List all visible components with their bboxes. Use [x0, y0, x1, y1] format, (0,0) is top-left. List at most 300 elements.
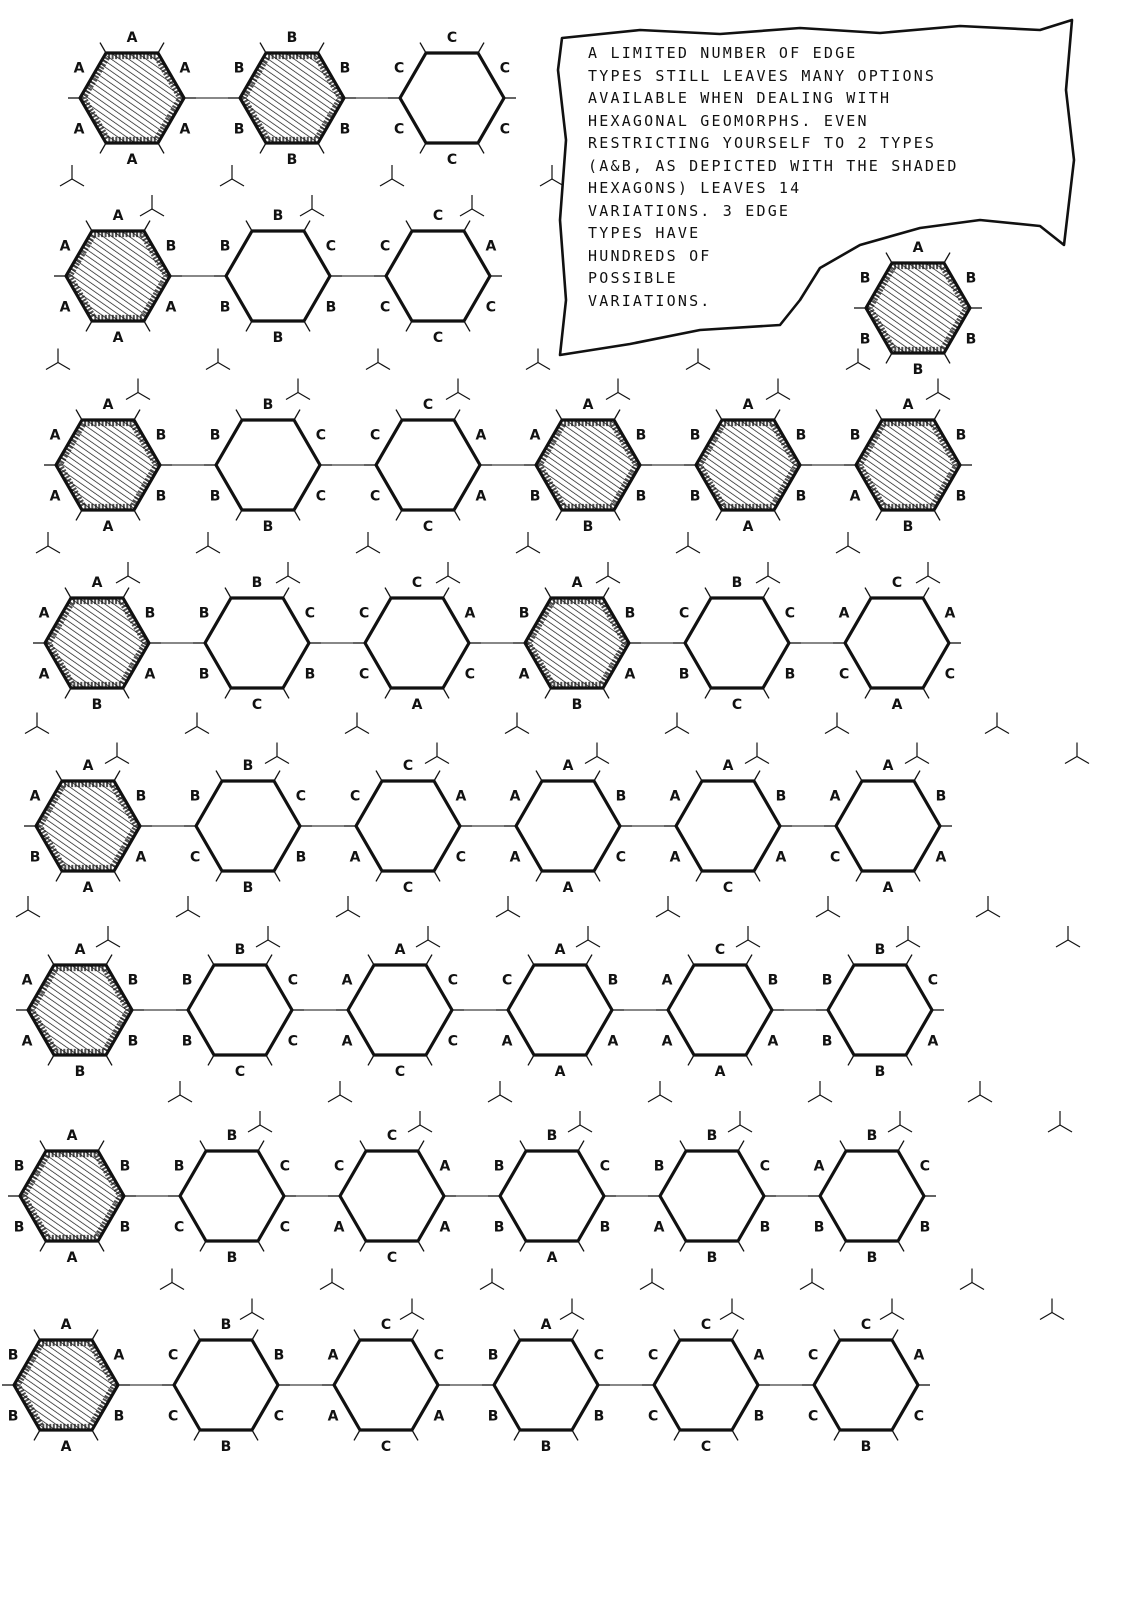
- hex-fill: [508, 965, 612, 1055]
- edge-label: B: [242, 880, 254, 896]
- junction-stroke: [298, 393, 310, 400]
- vertex-stub: [65, 688, 71, 698]
- junction-stroke: [1056, 940, 1068, 947]
- vertex-stub: [680, 1141, 686, 1151]
- vertex-stub: [754, 871, 760, 881]
- hex-tile: [664, 758, 792, 896]
- vertex-stub: [892, 1330, 898, 1340]
- hex-hatching: [66, 231, 170, 321]
- vertex-stub: [208, 955, 214, 965]
- vertex-stub: [536, 771, 542, 781]
- junction-stroke: [336, 910, 348, 917]
- edge-label: B: [493, 1219, 505, 1236]
- edge-label: A: [742, 397, 754, 413]
- junction-stroke: [126, 393, 138, 400]
- vertex-stub: [385, 688, 391, 698]
- edge-label: B: [127, 1033, 139, 1050]
- hex-tile: [322, 1317, 450, 1455]
- edge-label: A: [554, 942, 566, 958]
- grid-junction: [345, 713, 369, 734]
- hex-tile: [44, 397, 172, 535]
- edge-label: B: [540, 1439, 552, 1455]
- junction-stroke: [597, 757, 609, 764]
- note-line: AVAILABLE WHEN DEALING WITH: [588, 89, 892, 107]
- vertex-stub: [260, 143, 266, 153]
- edge-label: A: [669, 849, 681, 866]
- junction-stroke: [540, 179, 552, 186]
- vertex-stub: [274, 771, 280, 781]
- vertex-stub: [856, 871, 862, 881]
- hex-tile: [214, 208, 342, 346]
- grid-junction: [540, 165, 564, 186]
- hex-tile: [204, 397, 332, 535]
- grid-junction: [745, 743, 769, 764]
- vertex-stub: [545, 588, 551, 598]
- vertex-stub: [934, 510, 940, 520]
- edge-label: B: [242, 758, 254, 774]
- edge-label: C: [455, 849, 467, 866]
- edge-label: B: [493, 1158, 505, 1175]
- junction-stroke: [260, 1125, 272, 1132]
- edge-label: A: [501, 1033, 513, 1050]
- hex-hatching: [696, 420, 800, 510]
- edge-label: B: [955, 427, 967, 444]
- edge-label: C: [446, 30, 458, 46]
- grid-junction: [488, 1081, 512, 1102]
- vertex-stub: [556, 510, 562, 520]
- edge-label: A: [661, 972, 673, 989]
- edge-label: B: [919, 1219, 931, 1236]
- grid-junction: [648, 1081, 672, 1102]
- junction-stroke: [240, 1313, 252, 1320]
- grid-junction: [300, 195, 324, 216]
- edge-label: B: [251, 575, 263, 591]
- edge-label: B: [262, 519, 274, 535]
- grid-junction: [916, 562, 940, 583]
- vertex-stub: [40, 1241, 46, 1251]
- grid-junction: [36, 532, 60, 553]
- vertex-stub: [732, 1330, 738, 1340]
- hex-fill: [188, 965, 292, 1055]
- grid-junction: [686, 349, 710, 370]
- junction-stroke: [728, 1125, 740, 1132]
- vertex-stub: [876, 410, 882, 420]
- junction-stroke: [698, 363, 710, 370]
- grid-junction: [896, 926, 920, 947]
- vertex-stub: [106, 955, 112, 965]
- vertex-stub: [86, 221, 92, 231]
- vertex-stub: [746, 955, 752, 965]
- edge-label: A: [327, 1347, 339, 1364]
- edge-label: B: [286, 30, 298, 46]
- grid-junction: [446, 379, 470, 400]
- grid-junction: [256, 926, 280, 947]
- hex-fill: [836, 781, 940, 871]
- junction-stroke: [812, 1283, 824, 1290]
- grid-junction: [596, 562, 620, 583]
- vertex-stub: [603, 688, 609, 698]
- edge-label: C: [499, 121, 511, 138]
- hex-hatching: [856, 420, 960, 510]
- edge-label: B: [866, 1250, 878, 1266]
- vertex-stub: [434, 871, 440, 881]
- vertex-stub: [318, 43, 324, 53]
- junction-stroke: [140, 209, 152, 216]
- vertex-stub: [225, 688, 231, 698]
- edge-label: A: [91, 575, 103, 591]
- edge-label: C: [402, 880, 414, 896]
- edge-label: B: [113, 1408, 125, 1425]
- grid-junction: [46, 349, 70, 370]
- grid-junction: [985, 713, 1009, 734]
- junction-stroke: [345, 727, 357, 734]
- vertex-stub: [216, 871, 222, 881]
- edge-label: C: [394, 1064, 406, 1080]
- edge-label: A: [394, 942, 406, 958]
- hex-tile: [513, 575, 641, 713]
- grid-junction: [16, 896, 40, 917]
- vertex-stub: [294, 410, 300, 420]
- vertex-stub: [106, 1055, 112, 1065]
- grid-junction: [1048, 1111, 1072, 1132]
- junction-stroke: [218, 363, 230, 370]
- edge-label: C: [380, 1317, 392, 1333]
- note-text: [588, 42, 1058, 312]
- grid-junction: [408, 1111, 432, 1132]
- vertex-stub: [98, 1141, 104, 1151]
- edge-label: B: [821, 1033, 833, 1050]
- hex-hatching: [20, 1151, 124, 1241]
- vertex-stub: [426, 1055, 432, 1065]
- edge-label: B: [339, 60, 351, 77]
- vertex-stub: [545, 688, 551, 698]
- edge-label: B: [286, 152, 298, 168]
- hex-tile: [656, 942, 784, 1080]
- grid-junction: [1056, 926, 1080, 947]
- junction-stroke: [572, 1313, 584, 1320]
- junction-stroke: [488, 1095, 500, 1102]
- junction-stroke: [208, 546, 220, 553]
- hex-tile: [168, 1128, 296, 1266]
- hex-fill: [348, 965, 452, 1055]
- junction-stroke: [916, 576, 928, 583]
- edge-label: B: [219, 238, 231, 255]
- vertex-stub: [478, 143, 484, 153]
- edge-label: B: [767, 972, 779, 989]
- junction-stroke: [105, 757, 117, 764]
- vertex-stub: [396, 510, 402, 520]
- edge-label: B: [859, 331, 871, 348]
- note-line: VARIATIONS. 3 EDGE: [588, 201, 791, 220]
- edge-label: C: [393, 60, 405, 77]
- junction-stroke: [428, 940, 440, 947]
- edge-label: B: [689, 427, 701, 444]
- junction-stroke: [778, 393, 790, 400]
- vertex-stub: [76, 510, 82, 520]
- grid-junction: [460, 195, 484, 216]
- edge-label: A: [891, 697, 903, 713]
- junction-stroke: [560, 1313, 572, 1320]
- vertex-stub: [48, 1055, 54, 1065]
- edge-label: A: [882, 758, 894, 774]
- edge-label: C: [287, 1033, 299, 1050]
- hex-tile: [353, 575, 481, 713]
- vertex-stub: [354, 1430, 360, 1440]
- junction-stroke: [972, 1283, 984, 1290]
- junction-stroke: [108, 940, 120, 947]
- edge-label: B: [7, 1408, 19, 1425]
- grid-junction: [276, 562, 300, 583]
- vertex-stub: [848, 955, 854, 965]
- vertex-stub: [454, 410, 460, 420]
- edge-label: C: [860, 1317, 872, 1333]
- junction-stroke: [256, 940, 268, 947]
- vertex-stub: [614, 510, 620, 520]
- edge-label: A: [126, 30, 138, 46]
- grid-junction: [400, 1299, 424, 1320]
- junction-stroke: [152, 209, 164, 216]
- edge-label: C: [838, 666, 850, 683]
- vertex-stub: [464, 321, 470, 331]
- vertex-stub: [225, 588, 231, 598]
- junction-stroke: [808, 1095, 820, 1102]
- junction-stroke: [757, 757, 769, 764]
- vertex-stub: [774, 510, 780, 520]
- vertex-stub: [304, 221, 310, 231]
- junction-stroke: [745, 757, 757, 764]
- vertex-stub: [856, 771, 862, 781]
- edge-label: C: [167, 1408, 179, 1425]
- hex-fill: [668, 965, 772, 1055]
- grid-junction: [286, 379, 310, 400]
- hex-fill: [685, 598, 789, 688]
- vertex-stub: [144, 221, 150, 231]
- vertex-stub: [34, 1330, 40, 1340]
- grid-junction: [380, 165, 404, 186]
- vertex-stub: [898, 1241, 904, 1251]
- edge-label: C: [784, 605, 796, 622]
- grid-junction: [320, 1269, 344, 1290]
- junction-stroke: [576, 940, 588, 947]
- vertex-stub: [732, 1430, 738, 1440]
- vertex-stub: [556, 410, 562, 420]
- junction-stroke: [356, 546, 368, 553]
- hex-hatching: [80, 53, 184, 143]
- vertex-stub: [586, 1055, 592, 1065]
- grid-junction: [926, 379, 950, 400]
- junction-stroke: [328, 1095, 340, 1102]
- edge-label: C: [485, 299, 497, 316]
- edge-label: C: [349, 788, 361, 805]
- edge-label: B: [821, 972, 833, 989]
- vertex-stub: [876, 510, 882, 520]
- vertex-stub: [763, 588, 769, 598]
- vertex-stub: [266, 955, 272, 965]
- junction-stroke: [496, 910, 508, 917]
- edge-label: B: [582, 519, 594, 535]
- vertex-stub: [848, 1055, 854, 1065]
- edge-label: A: [485, 238, 497, 255]
- grid-junction: [606, 379, 630, 400]
- edge-label: C: [333, 1158, 345, 1175]
- junction-stroke: [366, 363, 378, 370]
- vertex-stub: [100, 43, 106, 53]
- junction-stroke: [276, 576, 288, 583]
- grid-junction: [96, 926, 120, 947]
- edge-label: B: [119, 1219, 131, 1236]
- edge-label: C: [315, 488, 327, 505]
- vertex-stub: [944, 353, 950, 363]
- edge-label: B: [220, 1439, 232, 1455]
- edge-label: A: [112, 208, 124, 224]
- hex-tile: [54, 208, 182, 346]
- junction-stroke: [928, 576, 940, 583]
- edge-label: C: [464, 666, 476, 683]
- edge-label: A: [21, 1033, 33, 1050]
- edge-label: C: [287, 972, 299, 989]
- edge-label: B: [912, 362, 924, 378]
- edge-label: A: [144, 666, 156, 683]
- edge-label: C: [273, 1408, 285, 1425]
- junction-stroke: [400, 1313, 412, 1320]
- grid-junction: [836, 532, 860, 553]
- junction-stroke: [420, 1125, 432, 1132]
- note-line: HEXAGONS) LEAVES 14: [588, 179, 802, 197]
- edge-label: A: [562, 758, 574, 774]
- edge-label: B: [181, 972, 193, 989]
- edge-label: C: [647, 1347, 659, 1364]
- junction-stroke: [28, 910, 40, 917]
- hex-tile: [504, 758, 632, 896]
- junction-stroke: [585, 757, 597, 764]
- grid-junction: [265, 743, 289, 764]
- vertex-stub: [144, 321, 150, 331]
- junction-stroke: [248, 1125, 260, 1132]
- junction-stroke: [640, 1283, 652, 1290]
- vertex-stub: [114, 871, 120, 881]
- hex-hatching: [56, 420, 160, 510]
- junction-stroke: [508, 910, 520, 917]
- edge-label: A: [60, 1439, 72, 1455]
- grid-junction: [1065, 743, 1089, 764]
- hex-fill: [820, 1151, 924, 1241]
- junction-stroke: [748, 940, 760, 947]
- vertex-stub: [194, 1430, 200, 1440]
- edge-label: C: [447, 1033, 459, 1050]
- hex-hatching: [45, 598, 149, 688]
- vertex-stub: [76, 410, 82, 420]
- grid-junction: [505, 713, 529, 734]
- vertex-stub: [705, 688, 711, 698]
- grid-junction: [905, 743, 929, 764]
- vertex-stub: [236, 410, 242, 420]
- vertex-stub: [98, 1241, 104, 1251]
- hex-tile: [162, 1317, 290, 1455]
- junction-stroke: [188, 910, 200, 917]
- edge-label: A: [439, 1158, 451, 1175]
- edge-label: B: [198, 605, 210, 622]
- junction-stroke: [917, 757, 929, 764]
- edge-label: C: [167, 1347, 179, 1364]
- vertex-stub: [923, 588, 929, 598]
- hex-tile: [388, 30, 516, 168]
- vertex-stub: [376, 771, 382, 781]
- edge-label: C: [422, 397, 434, 413]
- hex-tile: [8, 1128, 136, 1266]
- junction-stroke: [180, 1095, 192, 1102]
- edge-label: A: [439, 1219, 451, 1236]
- hex-tile: [68, 30, 196, 168]
- edge-label: B: [529, 488, 541, 505]
- edge-label: B: [689, 488, 701, 505]
- junction-stroke: [1040, 1313, 1052, 1320]
- vertex-stub: [914, 771, 920, 781]
- junction-stroke: [36, 546, 48, 553]
- junction-stroke: [128, 576, 140, 583]
- vertex-stub: [283, 688, 289, 698]
- vertex-stub: [40, 1141, 46, 1151]
- edge-label: A: [714, 1064, 726, 1080]
- junction-stroke: [116, 576, 128, 583]
- hex-tile: [496, 942, 624, 1080]
- edge-label: B: [219, 299, 231, 316]
- edge-label: A: [902, 397, 914, 413]
- edge-label: B: [144, 605, 156, 622]
- edge-label: A: [135, 849, 147, 866]
- vertex-stub: [886, 353, 892, 363]
- edge-label: C: [369, 488, 381, 505]
- edge-label: A: [179, 121, 191, 138]
- edge-label: C: [304, 605, 316, 622]
- vertex-stub: [443, 588, 449, 598]
- edge-label: B: [295, 849, 307, 866]
- hex-fill: [494, 1340, 598, 1430]
- edge-label: B: [155, 488, 167, 505]
- note-line: POSSIBLE: [588, 269, 678, 287]
- edge-label: B: [706, 1250, 718, 1266]
- grid-junction: [720, 1299, 744, 1320]
- edge-label: A: [126, 152, 138, 168]
- vertex-stub: [914, 871, 920, 881]
- vertex-stub: [478, 43, 484, 53]
- vertex-stub: [100, 143, 106, 153]
- vertex-stub: [420, 143, 426, 153]
- edge-label: C: [411, 575, 423, 591]
- edge-label: B: [624, 605, 636, 622]
- hex-tile: [344, 758, 472, 896]
- vertex-stub: [406, 321, 412, 331]
- edge-label: B: [902, 519, 914, 535]
- junction-stroke: [60, 179, 72, 186]
- edge-label: A: [327, 1408, 339, 1425]
- junction-stroke: [37, 727, 49, 734]
- edge-label: B: [731, 575, 743, 591]
- vertex-stub: [246, 221, 252, 231]
- junction-stroke: [185, 727, 197, 734]
- hex-tile: [524, 397, 652, 535]
- edge-label: A: [509, 788, 521, 805]
- vertex-stub: [696, 871, 702, 881]
- vertex-stub: [283, 588, 289, 598]
- junction-stroke: [480, 1283, 492, 1290]
- edge-label: C: [432, 208, 444, 224]
- junction-stroke: [988, 910, 1000, 917]
- edge-label: B: [860, 1439, 872, 1455]
- hex-fill: [180, 1151, 284, 1241]
- edge-label: C: [919, 1158, 931, 1175]
- junction-stroke: [848, 546, 860, 553]
- vertex-stub: [412, 1330, 418, 1340]
